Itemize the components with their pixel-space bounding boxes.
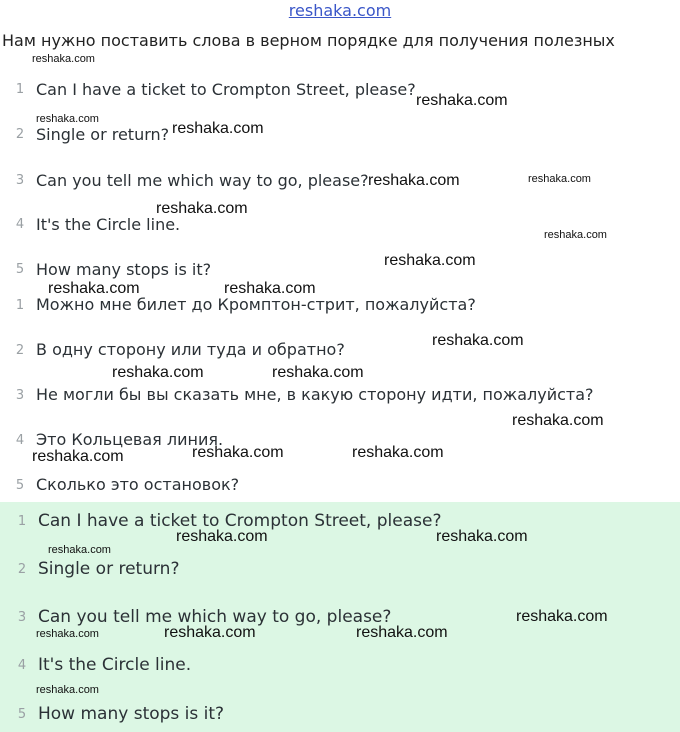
sentence-text: How many stops is it? (38, 704, 225, 724)
item-number: 4 (15, 217, 25, 232)
watermark-text: reshaka.com (416, 92, 508, 109)
item-number: 3 (17, 610, 27, 625)
watermark-text: reshaka.com (32, 53, 95, 65)
watermark-text: reshaka.com (36, 113, 99, 125)
watermark-text: reshaka.com (176, 528, 268, 545)
item-number: 5 (15, 478, 25, 493)
watermark-text: reshaka.com (368, 172, 460, 189)
sentence-text: Не могли бы вы сказать мне, в какую сторону идти, пожалуйста? (36, 385, 594, 404)
sentence-text: It's the Circle line. (36, 215, 181, 234)
watermark-text: reshaka.com (48, 280, 140, 297)
sentence-text: Сколько это остановок? (36, 475, 240, 494)
item-number: 3 (15, 173, 25, 188)
item-number: 2 (17, 562, 27, 577)
watermark-text: reshaka.com (352, 444, 444, 461)
item-number: 3 (15, 388, 25, 403)
item-number: 5 (15, 262, 25, 277)
watermark-text: reshaka.com (36, 628, 99, 640)
sentence-text: Single or return? (36, 125, 170, 144)
instruction-text: Нам нужно поставить слова в верном порядке для получения полезных (2, 31, 615, 50)
sentence-text: Can you tell me which way to go, please? (38, 607, 392, 627)
site-header-link[interactable]: reshaka.com (288, 1, 392, 20)
watermark-text: reshaka.com (36, 684, 99, 696)
sentence-text: Can you tell me which way to go, please? (36, 171, 369, 190)
watermark-text: reshaka.com (32, 448, 124, 465)
item-number: 4 (17, 658, 27, 673)
watermark-text: reshaka.com (164, 624, 256, 641)
watermark-text: reshaka.com (544, 229, 607, 241)
watermark-text: reshaka.com (436, 528, 528, 545)
watermark-text: reshaka.com (512, 412, 604, 429)
item-number: 1 (15, 298, 25, 313)
sentence-text: It's the Circle line. (38, 655, 192, 675)
watermark-text: reshaka.com (272, 364, 364, 381)
watermark-text: reshaka.com (516, 608, 608, 625)
item-number: 1 (17, 514, 27, 529)
watermark-text: reshaka.com (48, 544, 111, 556)
watermark-text: reshaka.com (192, 444, 284, 461)
watermark-text: reshaka.com (384, 252, 476, 269)
item-number: 4 (15, 433, 25, 448)
watermark-text: reshaka.com (356, 624, 448, 641)
sentence-text: Single or return? (38, 559, 180, 579)
item-number: 2 (15, 127, 25, 142)
watermark-text: reshaka.com (432, 332, 524, 349)
item-number: 1 (15, 82, 25, 97)
sentence-text: Can I have a ticket to Crompton Street, please? (38, 511, 442, 531)
watermark-text: reshaka.com (528, 173, 591, 185)
watermark-text: reshaka.com (172, 120, 264, 137)
watermark-text: reshaka.com (112, 364, 204, 381)
item-number: 2 (15, 343, 25, 358)
sentence-text: Can I have a ticket to Crompton Street, please? (36, 80, 416, 99)
item-number: 5 (17, 707, 27, 722)
sentence-text: Это Кольцевая линия. (36, 430, 224, 449)
sentence-text: Можно мне билет до Кромптон-стрит, пожалуйста? (36, 295, 476, 314)
sentence-text: How many stops is it? (36, 260, 212, 279)
watermark-text: reshaka.com (156, 200, 248, 217)
sentence-text: В одну сторону или туда и обратно? (36, 340, 345, 359)
watermark-text: reshaka.com (224, 280, 316, 297)
